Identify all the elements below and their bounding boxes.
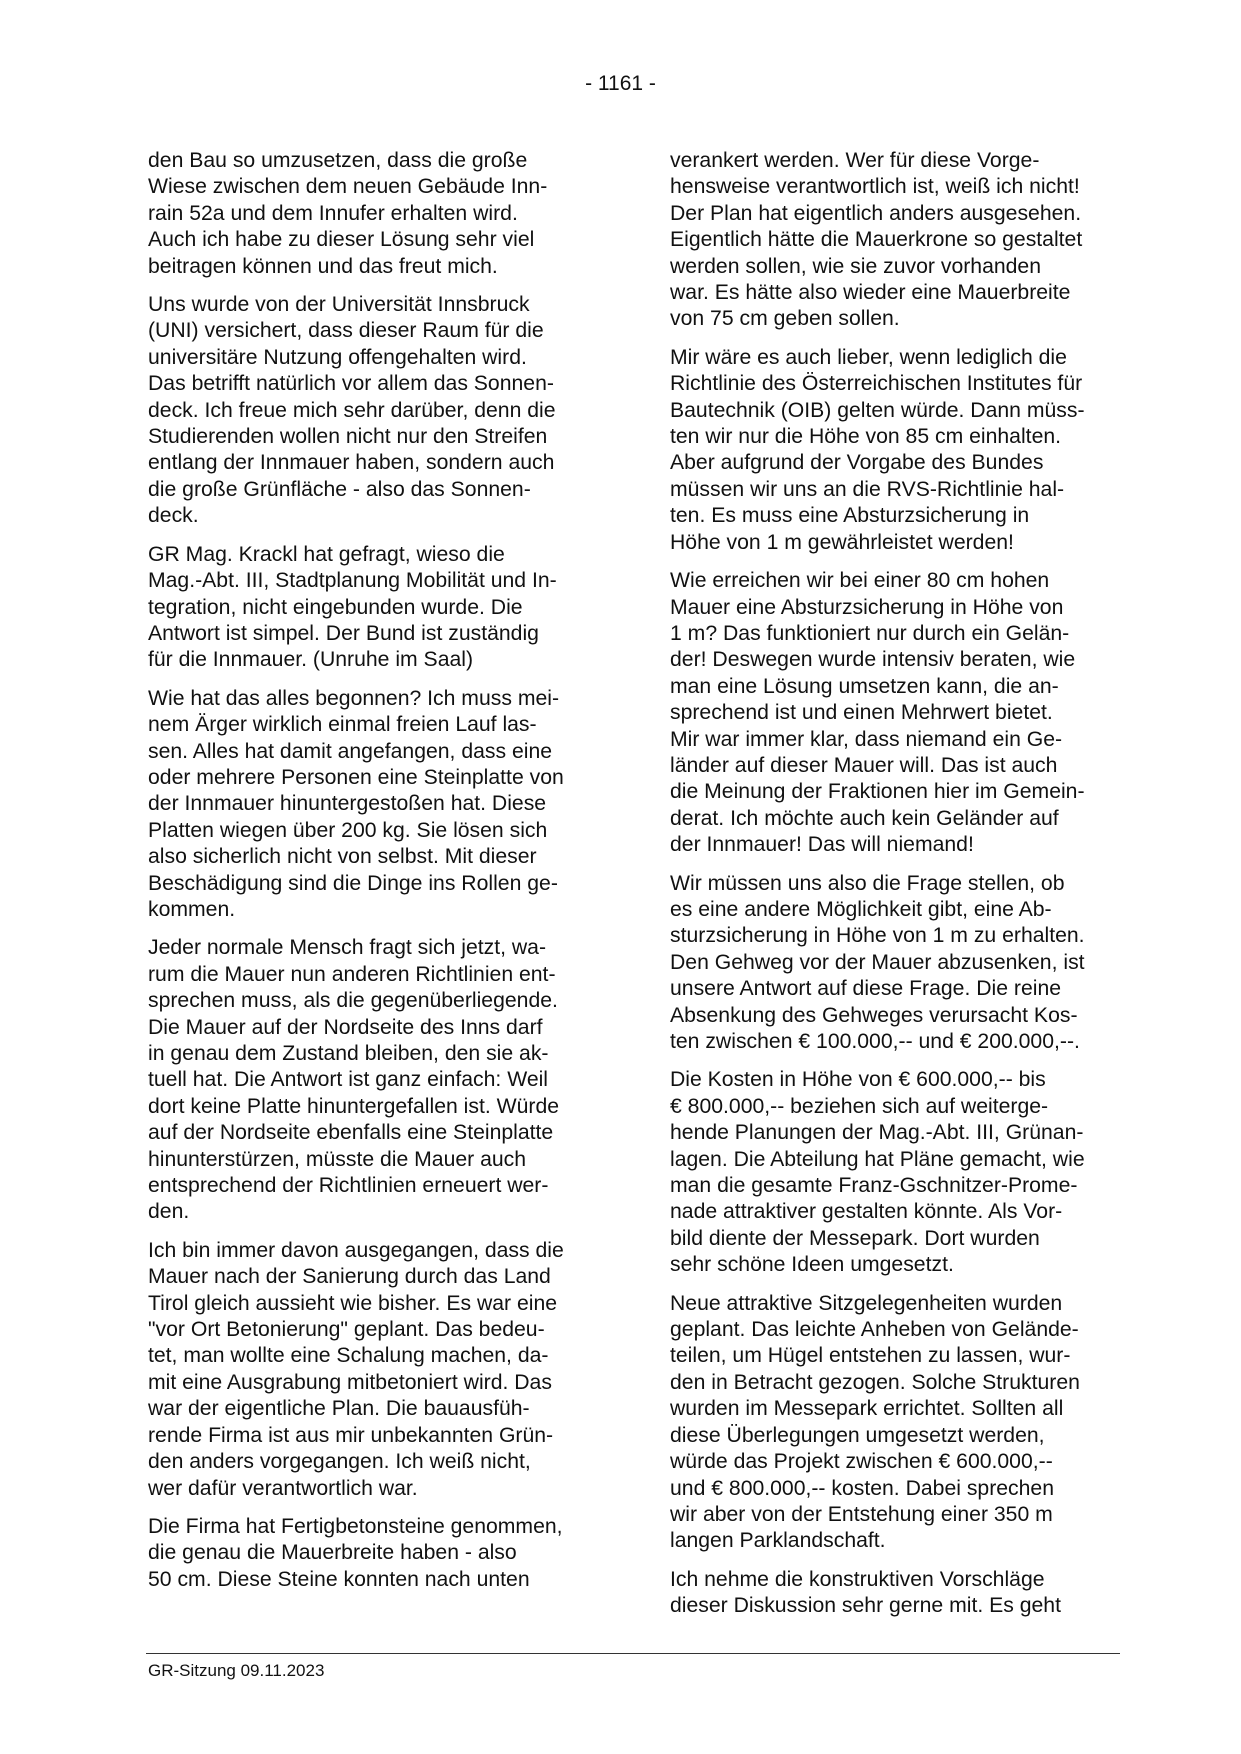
paragraph: Ich nehme die konstruktiven Vorschläge dieser Diskussion sehr gerne mit. Es geht xyxy=(670,1567,1061,1618)
page-number: - 1161 - xyxy=(585,72,656,95)
paragraph: GR Mag. Krackl hat gefragt, wieso die Mag.-Abt. III, Stadtplanung Mobilität und In- tegration, nicht eingebunden wurde. Die Antwort ist simpel. Der Bund ist zuständig für die Innmauer. (Unruhe im Saal) xyxy=(148,542,557,672)
paragraph: verankert werden. Wer für diese Vorge- hensweise verantwortlich ist, weiß ich nicht! Der Plan hat eigentlich anders ausgesehen. Eigentlich hätte die Mauerkrone so gestaltet werden sollen, wie sie zuvor vorhanden war. Es hätte also wieder eine Mauerbreite von 75 cm geben sollen. xyxy=(670,149,1083,331)
paragraph: Ich bin immer davon ausgegangen, dass die Mauer nach der Sanierung durch das Land Tirol gleich aussieht wie bisher. Es war eine "vor Ort Betonierung" geplant. Das bedeu- tet, man wollte eine Schalung machen, da- mit eine Ausgrabung mitbetoniert wird. Das war der eigentliche Plan. Die bauausfüh- rende Firma ist aus mir unbekannten Grün- den anders vorgegangen. Ich weiß nicht, wer dafür verantwortlich war. xyxy=(148,1238,564,1500)
paragraph: Neue attraktive Sitzgelegenheiten wurden geplant. Das leichte Anheben von Gelände- teilen, um Hügel entstehen zu lassen, wur- den in Betracht gezogen. Solche Strukturen wurden im Messepark errichtet. Sollten all diese Überlegungen umgesetzt werden, würde das Projekt zwischen € 600.000,-- und € 800.000,-- kosten. Dabei sprechen wir aber von der Entstehung einer 350 m langen Parklandschaft. xyxy=(670,1291,1080,1553)
paragraph: Uns wurde von der Universität Innsbruck (UNI) versichert, dass dieser Raum für die universitäre Nutzung offengehalten wird. Das betrifft natürlich vor allem das Sonnen- deck. Ich freue mich sehr darüber, denn die Studierenden wollen nicht nur den Streifen entlang der Innmauer haben, sondern auch die große Grünfläche - also das Sonnen- deck. xyxy=(148,293,556,528)
paragraph: Jeder normale Mensch fragt sich jetzt, wa- rum die Mauer nun anderen Richtlinien ent- sprechen muss, als die gegenüberliegende. Die Mauer auf der Nordseite des Inns darf in genau dem Zustand bleiben, den sie ak- tuell hat. Die Antwort ist ganz einfach: Weil dort keine Platte hinuntergefallen ist. Würde auf der Nordseite ebenfalls eine Steinplatte hinunterstürzen, müsste die Mauer auch entsprechend der Richtlinien erneuert wer- den. xyxy=(148,936,560,1224)
paragraph: Die Firma hat Fertigbetonsteine genommen, die genau die Mauerbreite haben - also 50 cm. Diese Steine konnten nach unten xyxy=(148,1514,563,1591)
paragraph: Die Kosten in Höhe von € 600.000,-- bis € 800.000,-- beziehen sich auf weiterge- hende Planungen der Mag.-Abt. III, Grünan- lagen. Die Abteilung hat Pläne gemacht, wie man die gesamte Franz-Gschnitzer-Prome- nade attraktiver gestalten könnte. Als Vor- bild diente der Messepark. Dort wurden sehr schöne Ideen umgesetzt. xyxy=(670,1068,1085,1277)
paragraph: Wie erreichen wir bei einer 80 cm hohen Mauer eine Absturzsicherung in Höhe von 1 m? Das funktioniert nur durch ein Gelän- der! Deswegen wurde intensiv beraten, wie man eine Lösung umsetzen kann, die an- sprechend ist und einen Mehrwert bietet. Mir war immer klar, dass niemand ein Ge- länder auf dieser Mauer will. Das ist auch die Meinung der Fraktionen hier im Gemein- derat. Ich möchte auch kein Geländer auf der Innmauer! Das will niemand! xyxy=(670,569,1085,857)
footer-session-date: GR-Sitzung 09.11.2023 xyxy=(148,1661,325,1680)
footer-divider xyxy=(146,1653,1120,1654)
paragraph: Mir wäre es auch lieber, wenn lediglich die Richtlinie des Österreichischen Institutes für Bautechnik (OIB) gelten würde. Dann müss- ten wir nur die Höhe von 85 cm einhalten. Aber aufgrund der Vorgabe des Bundes müssen wir uns an die RVS-Richtlinie hal- ten. Es muss eine Absturzsicherung in Höhe von 1 m gewährleistet werden! xyxy=(670,345,1085,554)
left-column xyxy=(148,148,600,1605)
paragraph: Wir müssen uns also die Frage stellen, ob es eine andere Möglichkeit gibt, eine Ab- sturzsicherung in Höhe von 1 m zu erhalten. Den Gehweg vor der Mauer abzusenken, ist unsere Antwort auf diese Frage. Die reine Absenkung des Gehweges verursacht Kos- ten zwischen € 100.000,-- und € 200.000,--. xyxy=(670,871,1085,1053)
right-column xyxy=(670,148,1122,1632)
paragraph: den Bau so umzusetzen, dass die große Wiese zwischen dem neuen Gebäude Inn- rain 52a und dem Innufer erhalten wird. Auch ich habe zu dieser Lösung sehr viel beitragen können und das freut mich. xyxy=(148,149,548,278)
paragraph: Wie hat das alles begonnen? Ich muss mei- nem Ärger wirklich einmal freien Lauf las- sen. Alles hat damit angefangen, dass eine oder mehrere Personen eine Steinplatte von der Innmauer hinuntergestoßen hat. Diese Platten wiegen über 200 kg. Sie lösen sich also sicherlich nicht von selbst. Mit dieser Beschädigung sind die Dinge ins Rollen ge- kommen. xyxy=(148,686,564,921)
